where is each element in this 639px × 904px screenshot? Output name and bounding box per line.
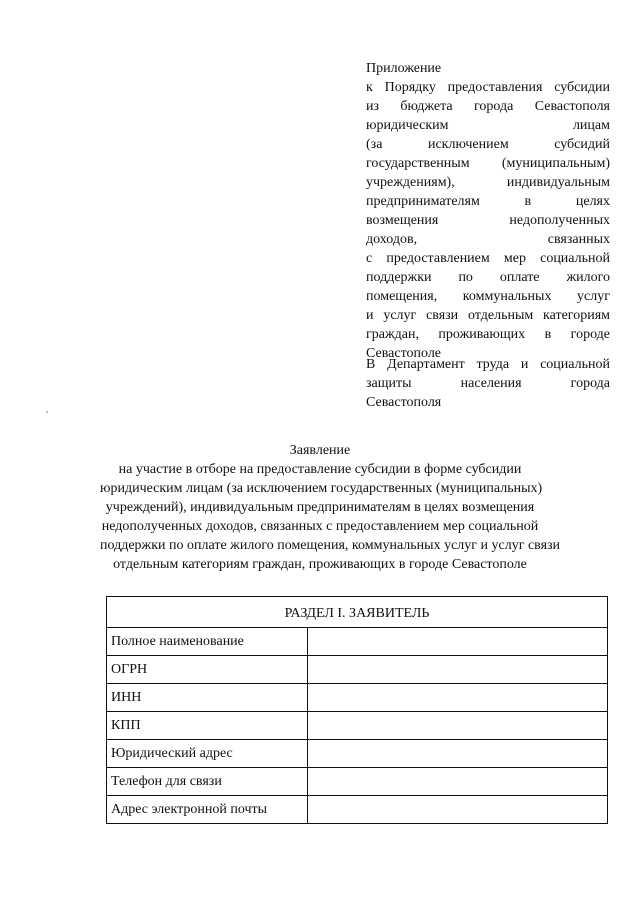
appendix-line: Приложение bbox=[366, 61, 442, 76]
table-row bbox=[107, 768, 608, 796]
application-title-block bbox=[100, 441, 561, 574]
table-row bbox=[107, 628, 608, 656]
table-row bbox=[107, 684, 608, 712]
section-header-row bbox=[107, 597, 608, 628]
appendix-line: и услуг связи отдельным категориям bbox=[366, 308, 610, 323]
section-title: РАЗДЕЛ I. ЗАЯВИТЕЛЬ bbox=[107, 597, 608, 628]
field-value-ogrn[interactable] bbox=[307, 656, 607, 684]
application-subtitle-line: юридическим лицам (за исключением государственных (муниципальных) bbox=[100, 481, 543, 496]
recipient-line: В Департамент труда и социальной bbox=[366, 357, 610, 372]
field-label-kpp: КПП bbox=[107, 712, 308, 740]
table-row bbox=[107, 656, 608, 684]
appendix-line: помещения, коммунальных услуг bbox=[366, 289, 610, 304]
field-value-kpp[interactable] bbox=[307, 712, 607, 740]
appendix-line: с предоставлением мер социальной bbox=[366, 251, 610, 266]
application-subtitle-line: поддержки по оплате жилого помещения, коммунальных услуг и услуг связи bbox=[100, 538, 561, 553]
appendix-line: учреждениям), индивидуальным bbox=[366, 175, 610, 190]
scan-speck bbox=[46, 411, 48, 413]
appendix-header bbox=[366, 59, 610, 363]
application-subtitle-line: отдельным категориям граждан, проживающих в городе Севастополе bbox=[113, 557, 527, 572]
appendix-line: доходов, связанных bbox=[366, 232, 610, 247]
field-value-full-name[interactable] bbox=[307, 628, 607, 656]
appendix-line: поддержки по оплате жилого bbox=[366, 270, 610, 285]
field-label-email: Адрес электронной почты bbox=[107, 796, 308, 824]
field-label-full-name: Полное наименование bbox=[107, 628, 308, 656]
field-value-email[interactable] bbox=[307, 796, 607, 824]
field-value-phone[interactable] bbox=[307, 768, 607, 796]
application-subtitle-line: на участие в отборе на предоставление субсидии в форме субсидии bbox=[118, 462, 522, 477]
recipient-line: Севастополя bbox=[366, 395, 442, 410]
table-row bbox=[107, 796, 608, 824]
table-row bbox=[107, 712, 608, 740]
appendix-line: Севастополе bbox=[366, 346, 442, 361]
application-subtitle-line: учреждений), индивидуальным предпринимателям в целях возмещения bbox=[105, 500, 535, 515]
recipient-line: защиты населения города bbox=[366, 376, 610, 391]
field-label-phone: Телефон для связи bbox=[107, 768, 308, 796]
recipient-block bbox=[366, 355, 610, 412]
appendix-line: возмещения недополученных bbox=[366, 213, 610, 228]
appendix-line: из бюджета города Севастополя bbox=[366, 99, 610, 114]
application-subtitle-line: недополученных доходов, связанных с предоставлением мер социальной bbox=[101, 519, 539, 534]
table-row bbox=[107, 740, 608, 768]
field-label-inn: ИНН bbox=[107, 684, 308, 712]
field-value-inn[interactable] bbox=[307, 684, 607, 712]
application-title: Заявление bbox=[289, 443, 351, 458]
appendix-line: граждан, проживающих в городе bbox=[366, 327, 610, 342]
appendix-line: юридическим лицам bbox=[366, 118, 610, 133]
appendix-line: предпринимателям в целях bbox=[366, 194, 610, 209]
field-label-ogrn: ОГРН bbox=[107, 656, 308, 684]
field-value-legal-address[interactable] bbox=[307, 740, 607, 768]
appendix-line: государственным (муниципальным) bbox=[366, 156, 610, 171]
appendix-line: к Порядку предоставления субсидии bbox=[366, 80, 610, 95]
applicant-form-table bbox=[106, 596, 608, 824]
field-label-legal-address: Юридический адрес bbox=[107, 740, 308, 768]
appendix-line: (за исключением субсидий bbox=[366, 137, 610, 152]
